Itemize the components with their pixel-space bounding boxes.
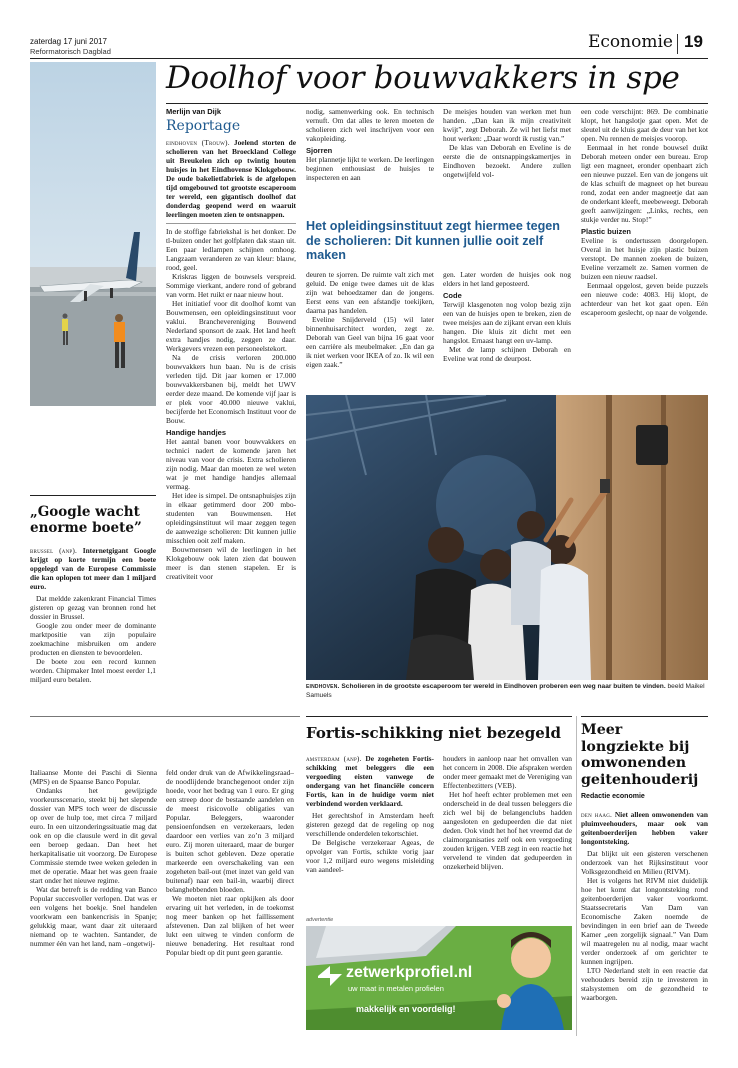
- kicker: Reportage: [166, 118, 241, 134]
- main-paragraph: Met de lamp schijnen Deborah en Eveline wat rond de deurpost.: [443, 345, 571, 363]
- subheading: Sjorren: [306, 146, 333, 155]
- google-paragraph: Dat meldde zakenkrant Financial Times gisteren op gezag van bronnen rond het dossier in Brussel.: [30, 594, 156, 621]
- photo-caption: Scholieren in de grootste escaperoom ter wereld in Eindhoven proberen een weg naar buiten te vinden.: [341, 683, 666, 690]
- fortis-headline: Fortis-schikking niet bezegeld: [306, 724, 561, 742]
- google-lead: brussel (anp). Internetgigant Google krijgt op korte termijn een boete opgelegd van de Europese Commissie die kan oplopen tot meer dan 1 miljard euro.: [30, 546, 156, 591]
- main-headline: Doolhof voor bouwvakkers in spe: [166, 60, 680, 96]
- ad-label: advertentie: [306, 917, 334, 923]
- subheading: Handige handjes: [166, 428, 227, 437]
- pull-quote: Het opleidingsinstituut zegt hiermee tegen de scholieren: Dit kunnen jullie ooit zelf maken: [306, 219, 560, 262]
- main-paragraph: De klas van Deborah en Eveline is de eerste die de ontsnappingskamertjes in Eindhoven bezoekt. Andere zullen ongetwijfeld vol-: [443, 143, 571, 179]
- subheading: Plastic buizen: [581, 227, 632, 236]
- fortis-paragraph: houders in aanloop naar het omvallen van het concern in 2008. Die afspraken werden onder meer gemaakt met de Vereniging van Effectenbezitters (VEB).: [443, 754, 572, 790]
- subheading: Code: [443, 291, 462, 300]
- main-paragraph: De meisjes houden van werken met hun handen. „Dan kan ik mijn creativiteit kwijt”, zegt Deborah. Ze wil het liefst met hout werken: „Daar wordt ik rustig van.”: [443, 107, 571, 143]
- photo-credit: beeld Maikel Samuels: [306, 683, 705, 699]
- main-paragraph: Kriskras liggen de bouwsels verspreid. Sommige vierkant, andere rond of gebrand van vorm. Het ruikt er naar nieuw hout.: [166, 272, 296, 299]
- main-paragraph: Terwijl klasgenoten nog volop bezig zijn een van de huisjes open te breken, zien de twee meisjes aan de zijkant ervan een kluis hangen. Die kluis zit dicht met een hangslot. Ernaast hangt een uv-lamp.: [443, 300, 571, 345]
- section-title: Economie: [588, 32, 673, 52]
- google-headline: „Google wacht enorme boete”: [30, 504, 142, 536]
- main-paragraph: gen. Later worden de huisjes ook nog elders in het land geposteerd.: [443, 270, 571, 288]
- author: Merlijn van Dijk: [166, 107, 222, 116]
- advertisement[interactable]: [306, 926, 572, 1030]
- fortis-paragraph: De Belgische verzekeraar Ageas, de opvolger van Fortis, schikte vorig jaar voor 1,2 miljard euro wegens misleiding van aandeel-: [306, 838, 434, 874]
- header-date: zaterdag 17 juni 2017: [30, 37, 107, 46]
- main-paragraph: Na de crisis verloren 200.000 bouwvakkers hun baan. Nu is de crisis verleden tijd. Dit jaar komen er 17.000 bouwvakkersbanen bij, meldt het UWV eerder deze maand. De komende vijf jaar is er plek voor 40.000 nieuwe vaklui, becijferde het Economisch Instituut voor de Bouw.: [166, 353, 296, 425]
- italy-paragraph: feld onder druk van de Afwikkelingsraad– de noodlijdende branchegenoot onder zijn hoede, voor het bedrag van 1 euro. Er ging een streep door de bestaande aandelen en de meest risicovolle obligaties van Popular. Beleggers, waaronder pensioenfondsen en verzekeraars, leden daardoor een verlies van zo’n 3 miljard euro. Zij moren uiteraard, maar de burger is buiten schot gebleven. Deze operatie markeerde een overschakeling van een zogeheten bail-out (met inzet van geld van buitenaf) naar een bail-in, waarbij direct belanghebbenden bloeden.: [166, 768, 294, 894]
- main-paragraph: Bouwmensen wil de leerlingen in het Klokgebouw ook laten zien dat bouwen meer is dan stenen stapelen. Er is creativiteit voor: [166, 545, 296, 581]
- goats-headline: Meer longziekte bij omwonenden geitenhouderij: [581, 722, 699, 788]
- main-paragraph: Het plannetje lijkt te werken. De leerlingen beginnen enthousiast de huisjes te inspecteren en aan: [306, 155, 434, 182]
- google-paragraph: Google zou onder meer de dominante marktpositie van zijn populaire zoekmachine misbruiken om andere producten en diensten te bevoordelen.: [30, 621, 156, 657]
- italy-paragraph: Ondanks het gewijzigde voorkeursscenario, steekt bij het slepende dossier van MPS toch weer de discussie op over de hulp toe, met circa 7 miljard euro. In een uitzonderingssituatie mag dat ook en op die clausule werd in dit geval een beroep gedaan. Dan heet het herkapitalisatie uit voorzorg. De Europese Commissie stemde twee weken geleden in met de operatie. Maar het was geen fraaie start onder het nieuwe regime.: [30, 786, 157, 885]
- main-photo: [306, 395, 708, 680]
- italy-paragraph: We moeten niet raar opkijken als door ervaring uit het verleden, in de toekomst nog meer banken op het faillissement afstevenen. Dan zal blijken of het weer lukt een uitweg te vinden conform de nieuwe benadering. Het resultaat rond Popular biedt op dit punt geen garantie.: [166, 894, 294, 957]
- main-paragraph: Eenmaal opgelost, geven beide puzzels een nieuwe code: 4083. Hij klopt, de achterdeur van het kot gaat open. Eén escaperoom geslecht, op naar de volgende.: [581, 281, 708, 317]
- fortis-lead: amsterdam (anp). De zogeheten Fortis-schikking met beleggers die een vergoeding eisten vanwege de ondergang van het financiële concern Fortis, kan in de huidige vorm niet verbindend worden verklaard.: [306, 754, 434, 808]
- sidebar-photo: [30, 62, 156, 406]
- main-paragraph: deuren te sjorren. De ruimte valt zich met geluid. De enige twee dames uit de klas zijn wat behoedzamer dan de jongens. Eerst eens van een afstandje toekijken, daarna pas handelen.: [306, 270, 434, 315]
- italy-paragraph: Italiaanse Monte dei Paschi di Sienna (MPS) en de Spaanse Banco Popular.: [30, 768, 157, 786]
- page-number: 19: [684, 32, 703, 51]
- ad-tagline: uw maat in metalen profielen: [348, 984, 444, 993]
- fortis-paragraph: Het hof heeft echter problemen met een onderscheid in de deal tussen beleggers die zich wel bij de belangenclubs hadden aangesloten en gedupeerden die dat niet deden. Ook vindt het hof het vreemd dat de claimorganisaties zelf ook een vergoeding zouden krijgen. VEB zegt in een reactie het vervelend te vinden dat gedupeerden in onzekerheid blijven.: [443, 790, 572, 871]
- main-paragraph: Eveline Snijderveld (15) wil later binnenhuisarchitect worden, zegt ze. Deborah van Geel van bijna 16 gaat voor een carrière als meubelmaker. „En dan ga ik niet werken voor IKEA of zo. Ik wil een eigen zaak.”: [306, 315, 434, 369]
- goats-paragraph: Het is volgens het RIVM niet duidelijk hoe het komt dat longontsteking rond geitenboerderijen vaker voorkomt. Staatssecretaris Van Dam van Economische Zaken noemde de bevindingen in een brief aan de Tweede Kamer „een zorgelijk signaal.” Van Dam wil maatregelen nu al nodig, maar wacht verder onderzoek af om gerichter te kunnen ingrijpen.: [581, 876, 708, 966]
- photo-caption-place: eindhoven.: [306, 683, 340, 690]
- main-paragraph: Eveline is ondertussen doorgelopen. Overal in het huisje zijn plastic buizen verstopt. De mannen zoeken de buizen, Eveline verzamelt ze. Samen vormen de buizen een nieuw raadsel.: [581, 236, 708, 281]
- goats-lead: den haag. Niet alleen omwonenden van pluimveehouders, maar ook van geitenboerderijen hebben vaker longontsteking.: [581, 810, 708, 846]
- ad-slogan: makkelijk en voordelig!: [356, 1004, 456, 1014]
- ad-brand: zetwerkprofiel.nl: [346, 964, 473, 981]
- goats-paragraph: LTO Nederland stelt in een reactie dat veehouders bereid zijn te investeren in stalsystemen om de gezondheid te waarborgen.: [581, 966, 708, 1002]
- italy-paragraph: Wat dat betreft is de redding van Banco Popular succesvoller verlopen. Dat was er een volgens het boekje. Snel handelen voorkwam een bankencrisis in Spanje; gelukkig maar, want daar zit uiteraard niemand op te wachten. Santander, de nummer één van het land, nam –ongetwij-: [30, 885, 157, 948]
- goats-byline: Redactie economie: [581, 793, 645, 800]
- main-paragraph: een code verschijnt: 869. De combinatie klopt, het hangslotje gaat open. Met de sleutel uit de kluis gaat de deur van het kot open. Nu rennen de meisjes voorop.: [581, 107, 708, 143]
- main-paragraph: Het initiatief voor dit doolhof komt van Bouwmensen, een opleidingsinstituut voor vaklui. Branchevereniging Bouwend Nederland sponsort de zaak. Het land heeft extra handjes nodig, zeggen ze daar. Werkgevers vrezen een personeelstekort.: [166, 299, 296, 353]
- main-paragraph: Het idee is simpel. De ontsnaphuisjes zijn in elkaar getimmerd door 200 mbo-studenten van Bouwmensen. Het opleidingsinstituut wil maar zeggen tegen de aanwezige scholieren: Dit kunnen jullie misschien ooit zelf maken.: [166, 491, 296, 545]
- google-paragraph: De boete zou een record kunnen worden. Chipmaker Intel moest eerder 1,1 miljard euro betalen.: [30, 657, 156, 684]
- goats-paragraph: Dat blijkt uit een gisteren verschenen onderzoek van het Rijksinstituut voor Volksgezondheid en Milieu (RIVM).: [581, 849, 708, 876]
- main-paragraph: nodig, samenwerking ook. En technisch vernuft. Om dat alles te leren moeten de scholieren zich wel inschrijven voor een vakopleiding.: [306, 107, 434, 143]
- main-paragraph: In de stoffige fabriekshal is het donker. De tl-buizen onder het golfplaten dak staan uit. Een paar ledlampen schijnen omhoog. Langzaam veranderen ze van kleur: blauw, rood, geel.: [166, 227, 296, 272]
- main-paragraph: Eenmaal in het ronde bouwsel duikt Deborah meteen onder een bureau. Erop ligt een magneet, eronder openbaart zich een nieuwe puzzel. Een van de jongens uit de klas schuift de magneet op het bureau rond, zodat een ander magneetje dat aan de onderkant kleeft, meebeweegt. Deborah geeft aanwijzingen: „Links, rechts, een stukje verder nu. Stop!”: [581, 143, 708, 224]
- header-paper: Reformatorisch Dagblad: [30, 47, 111, 56]
- fortis-paragraph: Het gerechtshof in Amsterdam heeft gisteren gezegd dat de regeling op nog verschillende onderdelen tekortschiet.: [306, 811, 434, 838]
- main-lead: eindhoven (Trouw). Joelend storten de scholieren van het Broeckland College uit Breukelen zich op twintig houten huisjes in het Eindhovense Klokgebouw. De oude bakelietfabriek is de afgelopen tijd omgebouwd tot grootste escaperoom ter wereld, een gigantisch doolhof dat donderdag geopend werd en waaruit leerlingen moeten zien te ontsnappen.: [166, 138, 296, 219]
- main-paragraph: Het aantal banen voor bouwvakkers en technici nadert de komende jaren het niveau van voor de crisis. Extra scholieren zijn nodig. Maar dan moeten ze wel weten wat je met handige handjes allemaal vermag.: [166, 437, 296, 491]
